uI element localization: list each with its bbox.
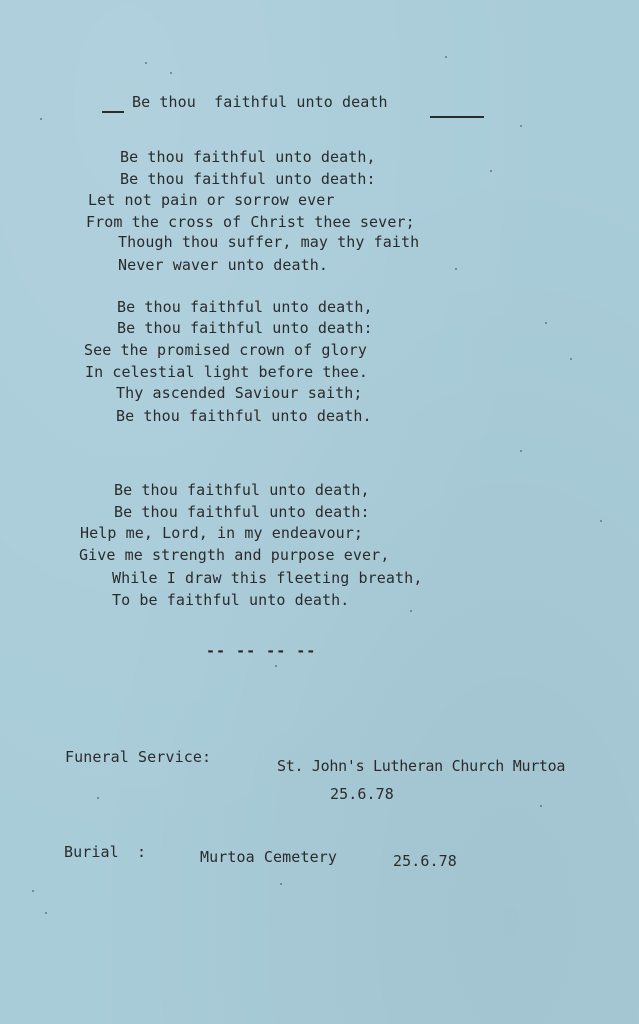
hymn-title: Be thou faithful unto death	[132, 93, 388, 111]
verse-line: Never waver unto death.	[118, 256, 329, 274]
funeral-label: Funeral Service:	[65, 748, 212, 766]
paper-speck	[45, 912, 47, 914]
verse-line: Be thou faithful unto death:	[114, 503, 370, 521]
funeral-place: St. John's Lutheran Church Murtoa	[277, 757, 566, 775]
verse-line: Be thou faithful unto death,	[114, 481, 370, 499]
separator: -- -- -- --	[206, 642, 317, 660]
paper-speck	[275, 665, 277, 667]
paper-speck	[445, 56, 447, 58]
verse-line: Be thou faithful unto death,	[120, 148, 376, 166]
title-rule-right	[430, 116, 484, 118]
verse-line: Be thou faithful unto death.	[116, 407, 372, 425]
paper-speck	[455, 268, 457, 270]
verse-line: From the cross of Christ thee sever;	[86, 213, 415, 231]
burial-date: 25.6.78	[393, 852, 457, 870]
verse-line: Thy ascended Saviour saith;	[116, 384, 363, 402]
paper-speck	[540, 805, 542, 807]
paper-speck	[490, 170, 492, 172]
paper-speck	[97, 797, 99, 799]
burial-place: Murtoa Cemetery	[200, 848, 337, 866]
verse-line: Though thou suffer, may thy faith	[118, 233, 420, 251]
verse-line: To be faithful unto death.	[112, 591, 350, 609]
paper-speck	[410, 610, 412, 612]
verse-line: Be thou faithful unto death:	[117, 319, 373, 337]
paper-speck	[32, 890, 34, 892]
burial-label: Burial :	[64, 843, 147, 861]
verse-line: While I draw this fleeting breath,	[112, 569, 423, 587]
paper-speck	[520, 125, 522, 127]
verse-line: Give me strength and purpose ever,	[79, 546, 390, 564]
paper-speck	[520, 450, 522, 452]
paper-speck	[570, 358, 572, 360]
verse-line: In celestial light before thee.	[85, 363, 369, 381]
funeral-date: 25.6.78	[330, 785, 394, 803]
verse-line: Be thou faithful unto death,	[117, 298, 373, 316]
paper-speck	[280, 883, 282, 885]
paper-speck	[170, 72, 172, 74]
paper-speck	[145, 62, 147, 64]
paper-speck	[600, 520, 602, 522]
verse-line: See the promised crown of glory	[84, 341, 368, 359]
verse-line: Be thou faithful unto death:	[120, 170, 376, 188]
verse-line: Help me, Lord, in my endeavour;	[80, 524, 364, 542]
paper-speck	[545, 322, 547, 324]
paper-speck	[40, 118, 42, 120]
verse-line: Let not pain or sorrow ever	[88, 191, 335, 209]
title-rule-left	[102, 111, 124, 113]
